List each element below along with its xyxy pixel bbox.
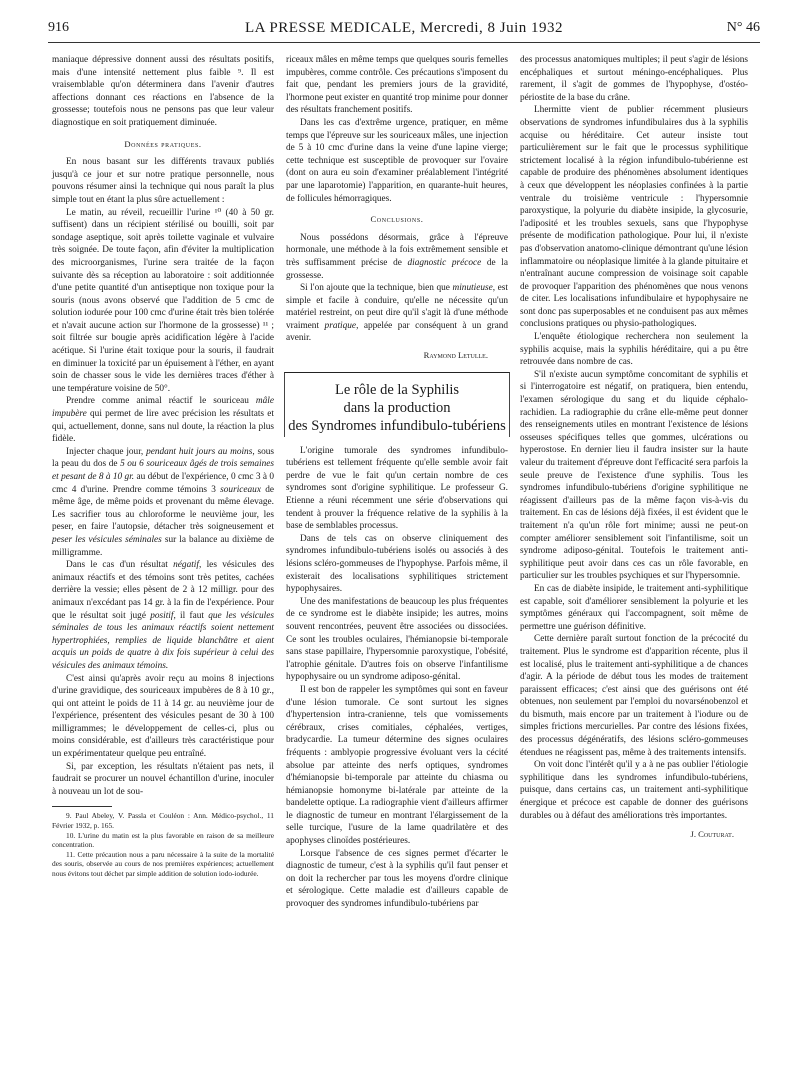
paragraph: riceaux mâles en même temps que quelques souris femelles impubères, comme contrôle. Ces précautions s'imposent du fait que, pendant les premiers jours de la gravidité, l'hormone peut exister en quantité trop minime pour donner des résultats franchement positifs. — [286, 55, 508, 116]
paragraph: maniaque dépressive donnent aussi des résultats positifs, mais d'une intensité nettement plus faible ⁹. Il est vraisemblable qu'on déterminera dans l'avenir d'autres affections donnant ces réactions en l'absence de la grossesse; toutefois nous ne pensons pas que leur valeur diagnostique en soit pratiquement diminuée. — [52, 55, 274, 128]
paragraph: S'il n'existe aucun symptôme concomitant de syphilis et si l'interrogatoire est négatif, on pratiquera, bien entendu, l'examen sérologique du sang et du liquide céphalo-rachidien. La radiographie du crâne elle-même peut donner des renseignements utiles en montrant l'existence de lésions osseuses spécifiques telles que gommes, ulcérations ou hyperostose. En dernier lieu il faudra insister sur la haute valeur du traitement d'épreuve dont l'efficacité sera parfois la seule preuve de l'existence d'une syphilis. Tous les syndromes infundibulo-tubériens d'origine syphilitique ne réagissent d'ailleurs pas de la même façon vis-à-vis du traitement. En cas de lésions déjà fixées, il est évident que le traitement n'a qu'un rôle fort minime; aussi ne peut-on compter améliorer sensiblement soit l'infantilisme, soit un syndrome adiposo-génital. Toutefois le traitement anti-syphilitique peut avoir dans ces cas un rôle favorable, en particulier sur les troubles psychiques et sur l'hypersomnie. — [520, 369, 748, 582]
paragraph: Lhermitte vient de publier récemment plusieurs observations de syndromes infundibulaires dus à la syphilis acquise ou héréditaire. Cet auteur insiste tout particulièrement sur le fait que le processus syphilitique strictement localisé à la région infundibulo-tubérienne est capable de produire des phénomènes absolument identiques à ceux que développent les néoplasies confinées à la partie ventrale du troisième ventricule : l'hypersomnie paroxystique, la polyurie du diabète insipide, la glycosurie, l'adiposité et les troubles sexuels, sans que l'hypophyse présente de modification pathologique. Pour lui, il n'existe pas d'observation anatomo-clinique démontrant qu'une lésion inflammatoire ou néoplasique limitée à la glande pituitaire et n'entraînant aucune compression de voisinage soit capable de provoquer l'apparition des phénomènes que nous venons de citer. Les localisations infundibulaire et hypophysaire ne sont donc pas superposables et ne conduisent pas aux mêmes conclusions pratiques ou physio-pathologiques. — [520, 105, 748, 330]
paragraph: C'est ainsi qu'après avoir reçu au moins 8 injections d'urine gravidique, des souriceaux impubères de 8 à 10 gr., qui ont atteint le poids de 11 à 14 gr. au neuvième jour de l'expérience, présentent des vésicules pesant de 30 à 100 milligrammes; le développement de celles-ci, plus ou moins considérable, est d'ailleurs très caractéristique pour un expérimentateur quelque peu entraîné. — [52, 673, 274, 760]
paragraph: En cas de diabète insipide, le traitement anti-syphilitique est capable, soit d'améliorer sensiblement la polyurie et les symptômes généraux qui l'accompagnent, soit même de permettre une guérison définitive. — [520, 583, 748, 632]
paragraph: Nous possédons désormais, grâce à l'épreuve hormonale, une méthode à la fois extrêmement sensible et très suffisamment précise de diagnostic précoce de la grossesse. — [286, 232, 509, 281]
section-heading: Données pratiques. — [124, 138, 202, 149]
journal-title: LA PRESSE MEDICALE, Mercredi, 8 Juin 1932 — [245, 20, 563, 36]
paragraph: Injecter chaque jour, pendant huit jours au moins, sous la peau du dos de 5 ou 6 souriceaux âgés de trois semaines et pesant de 8 à 10 gr. au début de l'expérience, 0 cmc 3 à 0 cmc 4 d'urine. Prendre comme témoins 3 souriceaux de même âge, de même poids et provenant du même élevage. Les sacrifier tous au chloroforme le neuvième jour, les peser, en faire l'autopsie, détacher très soigneusement et peser les vésicules séminales sur la balance au dixième de milligramme. — [52, 446, 274, 558]
paragraph: On voit donc l'intérêt qu'il y a à ne pas oublier l'étiologie syphilitique dans les syndromes infundibulo-tubériens, puisque, dans certains cas, un traitement anti-syphilitique énergique et précoce est capable de donner des guérisons durables ou à défaut des améliorations très importantes. — [520, 760, 748, 821]
article-title: Le rôle de la Syphilis dans la production des Syndromes infundibulo-tubériens — [284, 372, 510, 437]
paragraph: Dans les cas d'extrême urgence, pratiquer, en même temps que l'épreuve sur les souriceaux mâles, une injection de 5 à 10 cmc d'urine dans la veine d'une lapine vierge; cette technique est susceptible de provoquer sur l'ovaire (dont on aura eu soin d'examiner préalablement l'intégrité par une laparotomie) l'apparition, en quarante-huit heures, de follicules hémorragiques. — [286, 117, 508, 204]
paragraph: Dans le cas d'un résultat négatif, les vésicules des animaux réactifs et des témoins sont très petites, cachées derrière la vessie; elles pèsent de 2 à 12 milligr. pour des animaux n'excédant pas 14 gr. à la fin de l'expérience. Pour que le résultat soit jugé positif, il faut que les vésicules séminales de tous les animaux réactifs soient nettement hypertrophiées, remplies de liquide blanchâtre et aient acquis un poids de quatre à dix fois supérieur à celui des vésicules des animaux témoins. — [52, 560, 275, 671]
page-number: 916 — [48, 20, 69, 35]
footnote: 10. L'urine du matin est la plus favorable en raison de sa meilleure concentration. — [52, 830, 274, 850]
author-signature: Raymond Letulle. — [423, 350, 488, 361]
issue-number: N° 46 — [726, 20, 760, 35]
column-right — [520, 54, 748, 841]
paragraph: Dans de tels cas on observe cliniquement des syndromes infundibulo-tubériens isolés ou associés à des lésions scléro-gommeuses de l'hypophyse. Parfois même, il existerait des localisations syphilitiques strictement hypophysaires. — [286, 533, 508, 595]
paragraph: Il est bon de rappeler les symptômes qui sont en faveur d'une lésion tumorale. Ce sont surtout les signes d'hypertension intra-cranienne, tels que vomissements cérébraux, crises comitiales, céphalées, vertiges, bradycardie. La tumeur détermine des signes oculaires fréquents : amblyopie progressive évoluant vers la cécité absolue par atteinte des nerfs optiques, syndromes d'hémianopsie bi-temporale par atteinte du chiasma ou hémianopsie homonyme bi-latérale par atteinte de la bandelette optique. La radiographie vient d'ailleurs affirmer le diagnostic de tumeur en montrant l'élargissement de la selle turcique, l'usure de la lame quadrilatère et des apophyses clinoïdes postérieures. — [286, 684, 508, 847]
paragraph: Lorsque l'absence de ces signes permet d'écarter le diagnostic de tumeur, c'est à la syphilis qu'il faut penser et on doit la rechercher par tous les moyens d'ordre clinique et sérologique. Cette maladie est d'ailleurs capable de provoquer des syndromes infundibulo-tubériens par — [286, 848, 508, 910]
author-signature: J. Couturat. — [690, 829, 734, 840]
paragraph: Prendre comme animal réactif le souriceau mâle impubère qui permet de lire avec précision les résultats et qui, actuellement, donne, sans nul doute, la réaction la plus fidèle. — [52, 396, 274, 445]
paragraph: Si l'on ajoute que la technique, bien que minutieuse, est simple et facile à conduire, qu'elle ne nécessite qu'un matériel restreint, on peut dire qu'il s'agit là d'une méthode vraiment pratique, appelée par conséquent à un grand avenir. — [286, 283, 508, 344]
paragraph: Une des manifestations de beaucoup les plus fréquentes de ce syndrome est le diabète insipide; les autres, moins souvent rencontrées, peuvent être associées ou dissociées. Ce sont les troubles oculaires, l'hémianopsie bi-temporale sans stase papillaire, l'hypersomnie paroxystique, l'obésité, l'atrophie génitale. D'autres fois on observe l'infantilisme hypophysaire ou un syndrome adiposo-génital. — [286, 596, 508, 683]
footnote: 11. Cette précaution nous a paru nécessaire à la suite de la mortalité des souris, observée au cours de nos premières expériences; actuellement nous évitons tout déchet par simple addition de solution iodo-iodurée. — [52, 849, 274, 878]
footnote-divider — [52, 806, 112, 807]
paragraph: des processus anatomiques multiples; il peut s'agir de lésions encéphaliques et surtout méningo-encéphaliques. Plus rarement, il s'agit de gommes de l'hypophyse, d'ostéo-périostite de la base du crâne. — [520, 55, 748, 103]
footnote: 9. Paul Abeley, V. Passla et Couléon : Ann. Médico-psychol., 11 Février 1932, p. 165. — [52, 811, 274, 831]
paragraph: L'origine tumorale des syndromes infundibulo-tubériens est tellement fréquente qu'elle semble avoir fait perdre de vue le fait qu'un certain nombre de ces syndromes sont d'origine syphilitique. Le professeur G. Etienne a réuni récemment une série d'observations qui tendent à prouver la fréquence relative de la syphilis à la base de semblables processus. — [286, 445, 508, 532]
column-left — [52, 54, 274, 879]
paragraph: En nous basant sur les différents travaux publiés jusqu'à ce jour et sur notre pratique personnelle, nous pouvons résumer ainsi la technique qui nous paraît la plus simple tout en étant la plus sûre actuellement : — [52, 157, 274, 205]
page-header — [48, 20, 760, 43]
paragraph: Le matin, au réveil, recueillir l'urine ¹⁰ (40 à 50 gr. suffisent) dans un récipient stérilisé ou bouilli, soit par sondage aseptique, soit après toilette vaginale et vulvaire très soignée. De toute façon, afin d'éviter la multiplication des microorganismes, l'urine sera traitée de la façon suivante dès sa réception au laboratoire : soit additionnée d'une petite quantité d'un antiseptique non toxique pour la souris (nous avons observé que l'addition de 5 cmc de solution iodurée pour 100 cmc d'urine était très bien tolérée et n'avait aucune action sur l'hormone de la grossesse) ¹¹ ; soit filtrée sur bougie après acidification légère à l'acide acétique. Si l'urine était toxique pour la souris, il faudrait en diminuer la toxicité par un épuisement à l'éther, en ayant soin de chasser sous le vide les dernières traces d'éther à une température voisine de 50°. — [52, 207, 274, 394]
paragraph: L'enquête étiologique recherchera non seulement la syphilis acquise, mais la syphilis héréditaire, qui a pu être retrouvée dans nombre de cas. — [520, 332, 748, 368]
paragraph: Cette dernière paraît surtout fonction de la précocité du traitement. Plus le syndrome est d'apparition récente, plus il est localisé, plus le traitement anti-syphilitique a de chances d'agir. A la période de début tous les modes de traitement paraissent efficaces; c'est ainsi que des guérisons ont été obtenues, non seulement par l'emploi du novarsénobenzol et du bismuth, mais encore par un traitement à l'iodure ou de simples frictions mercurielles. Par contre des lésions fixées, des processus dégénératifs, des lésions scléro-gommeuses étendues ne réagissent pas, même à des traitements intensifs. — [520, 634, 748, 758]
section-heading: Conclusions. — [370, 214, 424, 225]
paragraph: Si, par exception, les résultats n'étaient pas nets, il faudrait se procurer un nouvel échantillon d'urine, inoculer à nouveau un lot de sou- — [52, 761, 274, 797]
column-middle — [286, 54, 508, 911]
